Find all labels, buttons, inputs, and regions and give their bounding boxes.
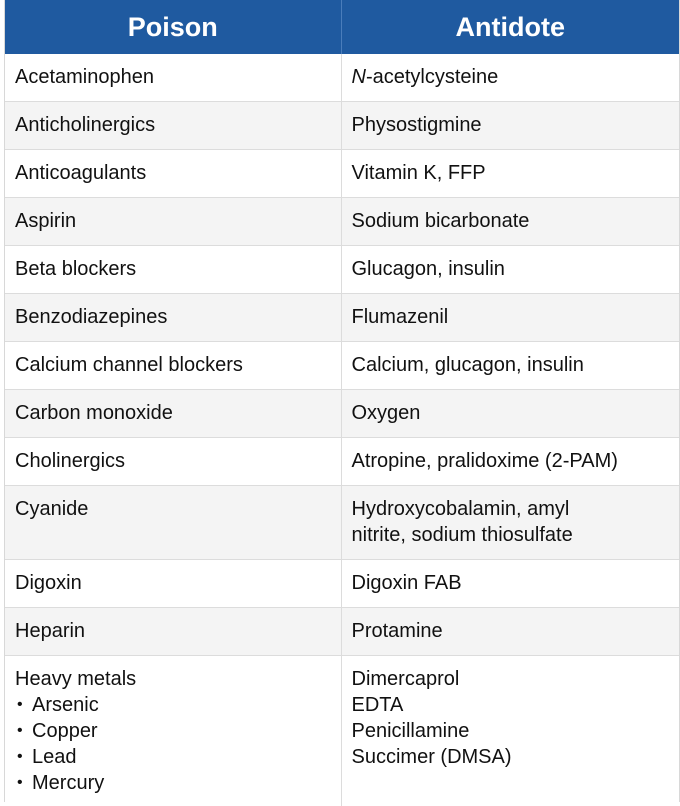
antidote-line: nitrite, sodium thiosulfate [352, 522, 670, 548]
header-row [5, 0, 679, 54]
poison-cell: Benzodiazepines [5, 294, 341, 342]
poison-cell: Beta blockers [5, 246, 341, 294]
antidote-cell: Digoxin FAB [341, 560, 679, 608]
antidote-text: -acetylcysteine [366, 66, 498, 88]
poison-antidote-table [5, 0, 679, 806]
table-row [5, 54, 679, 102]
table-header [5, 0, 679, 54]
table-row [5, 198, 679, 246]
poison-cell: Digoxin [5, 560, 341, 608]
antidote-line: Dimercaprol [352, 666, 670, 692]
poison-subitem: • Lead [15, 744, 331, 770]
antidote-cell: Protamine [341, 608, 679, 656]
antidote-line: Penicillamine [352, 718, 670, 744]
poison-cell: Acetaminophen [5, 54, 341, 102]
table-row [5, 294, 679, 342]
table-row [5, 102, 679, 150]
antidote-italic-prefix: N [352, 66, 366, 88]
antidote-cell: Physostigmine [341, 102, 679, 150]
poison-subitem-list [15, 692, 331, 796]
antidote-cell: Glucagon, insulin [341, 246, 679, 294]
column-header-poison: Poison [5, 0, 341, 54]
column-header-antidote: Antidote [341, 0, 679, 54]
poison-subitem: • Mercury [15, 770, 331, 796]
poison-cell: Carbon monoxide [5, 390, 341, 438]
antidote-cell [341, 54, 679, 102]
poison-cell [5, 656, 341, 806]
antidote-cell: Vitamin K, FFP [341, 150, 679, 198]
poison-cell: Cyanide [5, 486, 341, 560]
table-row [5, 438, 679, 486]
table-row [5, 342, 679, 390]
antidote-cell: Sodium bicarbonate [341, 198, 679, 246]
table-row [5, 656, 679, 806]
table-body [5, 54, 679, 806]
poison-cell: Heparin [5, 608, 341, 656]
poison-subitem: • Arsenic [15, 692, 331, 718]
antidote-line: Hydroxycobalamin, amyl [352, 496, 670, 522]
antidote-cell [341, 656, 679, 806]
antidote-cell: Atropine, pralidoxime (2-PAM) [341, 438, 679, 486]
antidote-cell: Oxygen [341, 390, 679, 438]
antidote-cell: Calcium, glucagon, insulin [341, 342, 679, 390]
poison-cell: Calcium channel blockers [5, 342, 341, 390]
poison-cell: Anticoagulants [5, 150, 341, 198]
antidote-line: Succimer (DMSA) [352, 744, 670, 770]
poison-cell: Aspirin [5, 198, 341, 246]
poison-subitem: • Copper [15, 718, 331, 744]
antidote-cell: Flumazenil [341, 294, 679, 342]
antidote-table-container [4, 0, 680, 802]
table-row [5, 150, 679, 198]
table-row [5, 608, 679, 656]
poison-cell: Cholinergics [5, 438, 341, 486]
table-row [5, 560, 679, 608]
table-row [5, 246, 679, 294]
table-row [5, 390, 679, 438]
antidote-line: EDTA [352, 692, 670, 718]
table-row [5, 486, 679, 560]
antidote-cell [341, 486, 679, 560]
poison-cell: Anticholinergics [5, 102, 341, 150]
poison-group-label: Heavy metals [15, 666, 331, 692]
